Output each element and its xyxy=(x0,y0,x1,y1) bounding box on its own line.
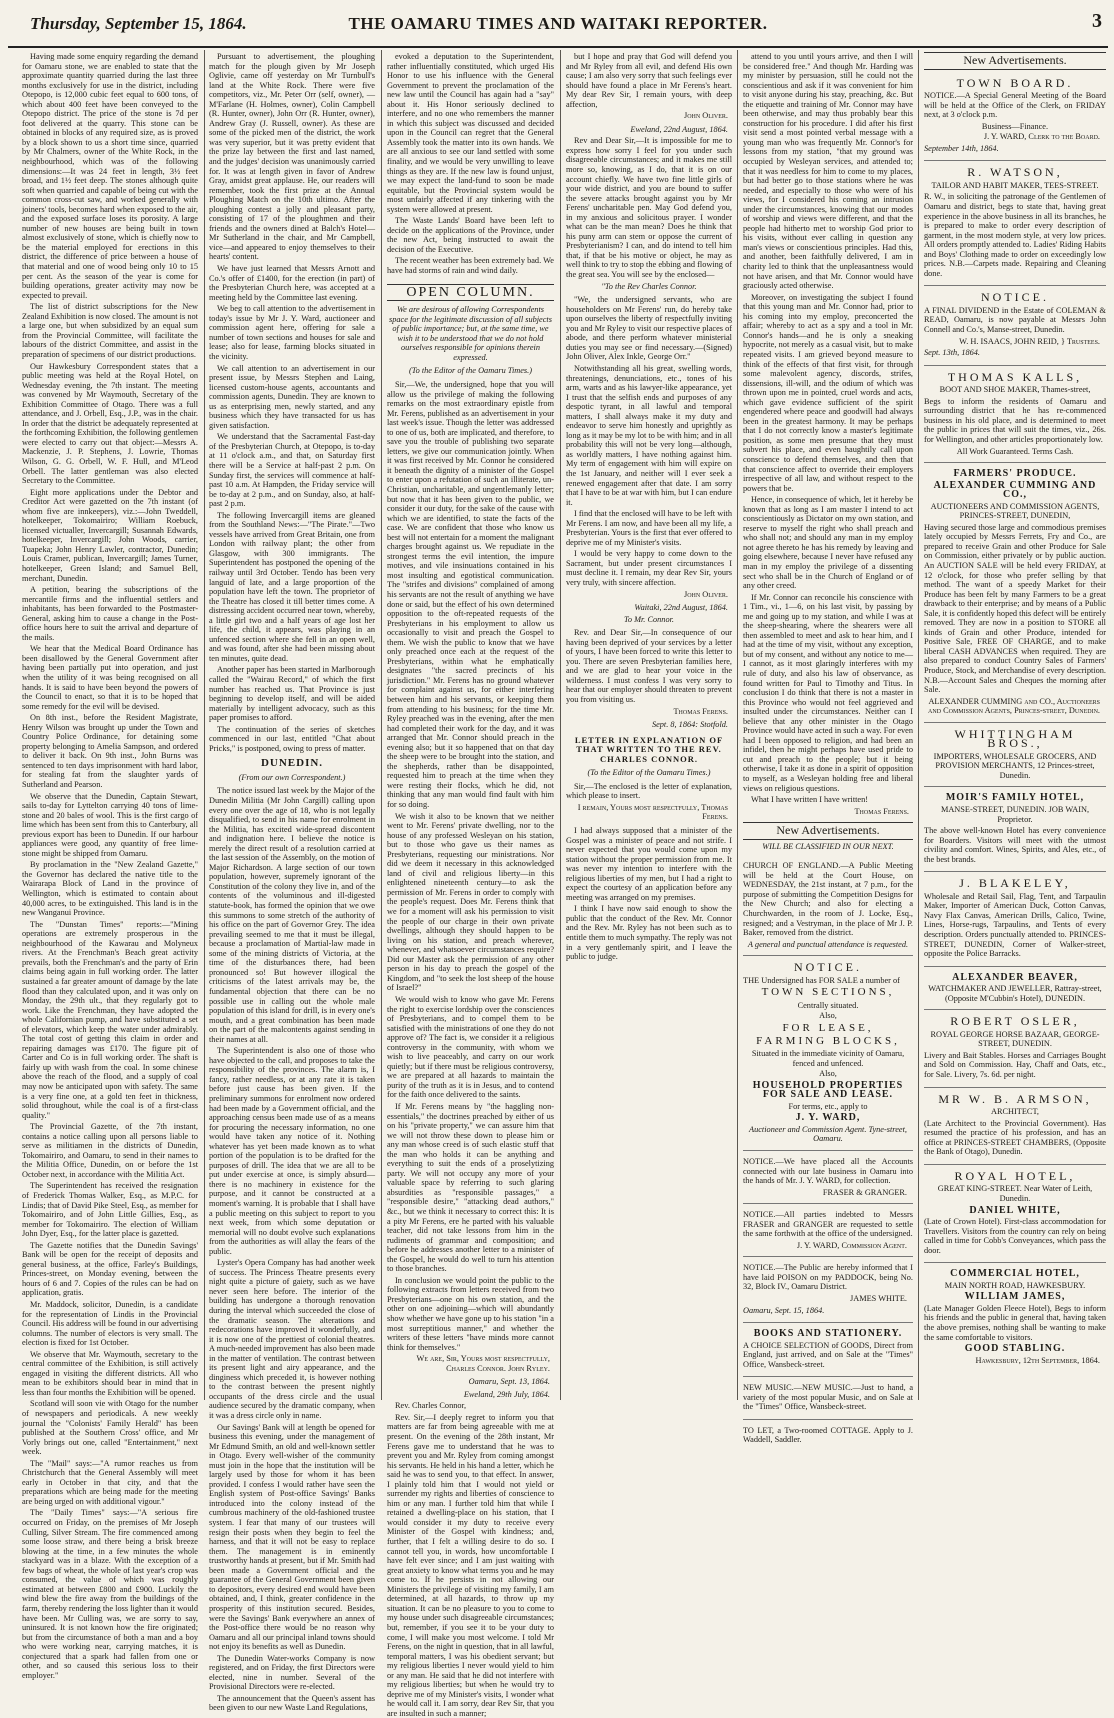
letter-paragraph: Rev. and Dear Sir,—In consequence of our having been deprived of your services by a letter of yours, I have been forced to write this letter to you. There are seven Presbyterian families here, and we are glad to hear your voice in the wilderness. I must confess I was very sorry to hear that our employer should threaten to prevent you from visiting us. xyxy=(566,628,732,704)
news-paragraph: The "Daily Times" says:—"A serious fire occurred on Friday, on the premises of Mr Joseph Culling, Silver Stream. The fire commenced among some loose straw, and there being a brisk breeze blowing at the time, in a few minutes the whole stackyard was in a blaze. With the exception of a few bags of wheat, the whole of last year's crop was consumed, the value of which was roughly estimated at between £800 and £900. Luckily the wind blew the fire away from the buildings of the farm, thereby rendering the loss lighter than it would have been. Mr Culling was, we are sorry to say, uninsured. It is not known how the fire originated; but from the circumstance of both a man and a boy who were working near, carrying matches, it is conjectured that a spark had fallen from one or other, and so caused this serious loss to their employer." xyxy=(22,1508,198,1680)
ad-line: IMPORTERS, WHOLESALE GROCERS, AND PROVISION MERCHANTS, 12 Princes-street, Dunedin. xyxy=(933,751,1097,780)
ad-town-board xyxy=(924,72,1106,162)
news-paragraph: We understand that the Sacramental Fast-day of the Presbyterian Church, at Otepopo, is to-day at 11 o'clock a.m., and that, on Saturday first there will be a Service at half-past 2 p.m. On Sunday first, the services will commence at half-past 10 a.m. At Hampden, the Friday service will be to-day at 2 p.m., and on Sunday, also, at half-past 2 p.m. xyxy=(209,432,375,509)
ad-date: Sept. 13th, 1864. xyxy=(924,348,980,358)
ad-body: A CHOICE SELECTION of GOODS, Direct from England, just arrived, and on Sale at the "Times" Office, Wansbeck-street. xyxy=(743,1340,913,1369)
editor-note: We are desirous of allowing Correspondents space for the legitimate discussion of all subjects of public importance; but, at the same time, we wish it to be understood that we do not hold ourselves responsible for opinions therein expressed. xyxy=(389,305,552,362)
ad-heading: BOOKS AND STATIONERY. xyxy=(753,1328,903,1340)
ad-line: Business—Finance. xyxy=(981,121,1049,131)
news-paragraph: The "Dunstan Times" reports:—"Mining operations are extremely prosperous in the neighbourhood of the Kawarau and Molyneux rivers. At the Frenchman's Beach great activity prevails, both the Frenchman's and the party of Erin claims being again in full working order. The latter sustained a far greater amount of damage by the late flood than they calculated upon, and it was only on Monday, the 29th ult., that they regularly got to work. Like the Frenchman, they have adopted the whole Californian pump, and have substituted a set of elevators, which keep the water under admirably. The total cost of getting this claim in order and repairing damages was £170. The figure pit of Carter and Co is in full working order. The shaft is fairly up with wash from the coal. In some chinese above the reach of the flood, and a supply of coal may now be anticipated upon with safety. The same is a very fine one, at a gold ten feet in thickness, solid throughout, while the coal is of a first-class quality." xyxy=(22,919,198,1120)
ad-signature: ALEXANDER CUMMING and CO., Auctioneers and Commission Agents, Princes-street, Dunedin. xyxy=(928,696,1100,716)
section-heading-explanation: LETTER IN EXPLANATION OF THAT WRITTEN TO THE REV. CHARLES CONNOR. xyxy=(574,734,724,764)
column-4-letters xyxy=(566,52,732,1398)
ad-moirs-hotel xyxy=(924,787,1106,872)
ad-music xyxy=(743,1377,913,1420)
ad-fraser-granger-debts xyxy=(743,1204,913,1257)
ad-line: Auctioneer and Commission Agent. Tyne-street, Oamaru. xyxy=(749,1124,907,1144)
letter-signature: John Oliver. xyxy=(683,589,728,599)
ad-name: THOMAS KALLS, xyxy=(947,369,1083,384)
column-rule xyxy=(204,50,205,1400)
ad-fraser-granger xyxy=(743,1151,913,1204)
ad-body: Having secured those large and commodious premises lately occupied by Messrs Ferrets, Fry and Co., are prepared to receive Grain and other Produce for Sale on Commission, either privately or by public auction. An AUCTION SALE will be held every FRIDAY, at 12 o'clock, for those who prefer selling by that method. The want of a speedy Market for their Produce has been felt by many Farmers to be a great drawback to their enterprise; and by means of a Public Sale, it is confidently hoped this defect will be entirely removed. They are now in a position to STORE all kinds of Grain and other Produce, intended for Positive Sale, FREE OF CHARGE, and to make liberal CASH ADVANCES when required. They are also prepared to conduct Country Sales of Farmers' Produce, Stock, and Merchandise of every description. N.B.—Account Sales and Cheques the morning after Sale. xyxy=(924,522,1106,695)
ad-body: (Late Manager Golden Fleece Hotel), Begs to inform his friends and the public in general that, having taken the above premises, nothing shall be wanting to make the same comfortable to visitors. xyxy=(924,1303,1106,1342)
ad-line: GREAT KING-STREET. Near Water of Leith, Dunedin. xyxy=(937,1184,1093,1203)
ad-date: Hawkesbury, 12th September, 1864. xyxy=(975,1355,1100,1365)
ad-body: CHURCH OF ENGLAND.—A Public Meeting will be held at the Court House, on WEDNESDAY, the 21st instant, at 7 p.m., for the purpose of submitting the Competition Designs for the New Church; and also for electing a Churchwarden, in the room of J. Locke, Esq., resigned; and a Vestryman, in the place of Mr J. P. Baker, removed from the district. xyxy=(743,861,913,938)
column-5-letters-and-ads xyxy=(743,52,913,1445)
ad-feature: FOR LEASE, xyxy=(782,1021,874,1034)
news-paragraph: Mr. Maddock, solicitor, Dunedin, is a candidate for the representation of Lindis in the Provincial Council. His address will be found in our advertising columns. The number of electors is very small. The election is fixed for 1st October. xyxy=(22,1300,198,1348)
ad-name: ALEXANDER BEAVER, xyxy=(952,971,1078,983)
news-paragraph: The recent weather has been extremely bad. We have had storms of rain and wind daily. xyxy=(387,256,554,276)
letter-heading: To Mr. Connor. xyxy=(624,614,674,624)
news-paragraph: Eight more applications under the Debtor and Creditor Act were gazetted on the 7th instant (of whom five are innkeepers), viz.:—John Tweddell, hotelkeeper, Tokomairiro; William Roebuck, licensed victualler, Invercargill; Susannah Edwards, hotelkeeper, Invercargill; John Woods, carrier, Tuapeka; John Henry Lawler, contractor, Dunedin; Louis Cramer, publican, Invercargill; James Turner, hotelkeeper, Green Island; and Samuel Bell, merchant, Dunedin. xyxy=(22,487,198,583)
ad-line: WATCHMAKER AND JEWELLER, Rattray-street, (Opposite M'Cubbin's Hotel), DUNEDIN. xyxy=(928,984,1102,1003)
ad-church-of-england xyxy=(743,855,913,956)
letter-paragraph: Rev. Sir,—I deeply regret to inform you that matters are far from being agreeable with me at present. On the evening of the 28th instant, Mr Ferens gave me to understand that he was to prevent you and Mr. Ryley from coming amongst his servants. He held in his hand a letter, which he said he was to send you, to that effect. In answer, I plainly told him that I would not yield or surrender my rights and liberties of conscience to him or any man. I further told him that while I retained a dwelling-place on his station, that I would consider it my duty to receive every Minister of the Gospel with kindness; and, further, that I felt a willing desire to do so. I cannot tell you, in words, how uncomfortable I have felt ever since; and I am just waiting with great anxiety to know what terms you and he may come to. If he persists in not allowing our Ministers the privilege of visiting my family, I am determined, at all hazards, to throw up my situation. It can be no pleasure to you to come to my house under such disagreeable circumstances; but, remember, if you see it to be your duty to come, I will make you most welcome. I told Mr Ferens, on the night in question, that in all lawful, temporal matters, I was his obedient servant; but my religious liberties I never would yield to him or any man. He said that he did not interfere with my religious liberties; but when he would try to deprive me of my Minister's visits, I wonder what he would call it. I am sorry, dear Rev Sir, that you are insulted in such a manner; xyxy=(387,1412,554,1718)
ad-final-dividend xyxy=(924,286,1106,365)
news-paragraph: We observe that Mr. Waymouth, secretary to the central committee of the Exhibition, is still actively engaged in visiting the different districts. All who mean to be exhibitors should bear in mind that in less than four months the Exhibition will be opened. xyxy=(22,1349,198,1397)
news-paragraph: The notice issued last week by the Major of the Dunedin Militia (Mr John Cargill) calling upon every one over the age of 18, who is not legally disqualified, to send in his name for enrolment in the Militia, has excited wide-spread discontent and indignation here. I believe the notice is merely the direct result of a resolution carried at the last session of the Assembly, on the motion of Major Richardson. A large section of our town population, however, supremely ignorant of the Constitution of the colony they live in, and of the contents of the voluminous and ill-digested statute-book, has formed the opinion that we owe this summons to some stretch of the authority of his office on the part of Governor Grey. The idea prevailing seemed to me that it must be illegal, because a proclamation of Martial-law made in some of the mining districts of Victoria, at the time of the disturbances there, had been pronounced so! But however illogical the criticisms of the latest arrivals may be, the fundamental objection that there can be no possible use in calling out the whole male population of this island for drill, is in every one's mouth, and a great combination has been made on the part of the malcontents against sending in their names at all. xyxy=(209,786,375,1044)
letter-paragraph: We wish it also to be known that we neither went to Mr. Ferens' private dwelling, nor to the house of any professed Wesleyan on his station, but to those who gave us their names as Presbyterians, requesting our ministrations. Nor did we deem it necessary in this acknowledged land of civil and religious liberty—in this enlightened nineteenth century—to ask the permission of Mr. Ferens in order to comply with the people's request. Does Mr. Ferens think that we for a moment will ask his permission to visit the people of our charge in their own private dwellings, although they should happen to be living on his station, and preach wherever, whenever, and whatsoever circumstances require? Did our Master ask the permission of any other person in his day to preach the gospel of the Kingdom, and "to seek the lost sheep of the house of Israel?" xyxy=(387,811,554,993)
letter-paragraph: Notwithstanding all his great, swelling words, threatenings, denunciations, etc., tones of his arm, warts and as his lawyer-like appearance, yet I trust that the selfish ends and purposes of any despotic tyrant, in all lawful and temporal matters, I shall always make it my duty and endeavor to serve him honestly and uprightly as long as it may be my lot to be with him; and in all probability this will not be very long—although, as worldly matters, I have nothing against him. My term of engagement with him will expire on the 1st January, and neither will I ever seek a renewed engagement after that date. I am sorry that I have to be at war with him, but I can endure it. xyxy=(566,363,732,507)
news-paragraph: The announcement that the Queen's assent has been given to our new Waste Land Regulations, xyxy=(209,1693,375,1713)
ad-line: All Work Guaranteed. Terms Cash. xyxy=(956,446,1074,456)
news-paragraph: We call attention to an advertisement in our present issue, by Messrs Stephen and Laing, licensed custom-house agents, accountants and commission agents, Dunedin. They are known to us as enterprising men, newly started, and any business which they have transacted for us has given satisfaction. xyxy=(209,363,375,430)
letter-paragraph: Rev and Dear Sir,—It is impossible for me to express how sorry I feel for you under such disagreeable circumstances; and it makes me still more so, knowing, as I do, that it is on our account chiefly. We have two fine little girls of your wide district, and you are bound to suffer the severe attacks brought against you by Mr Ferens' uncharitable pen. May God defend you, in my anxious and solicitous prayer. I wonder what can be the man mean? Does he think that his puny arm can stem or oppose the current of Presbyterianism? I can, and do intend to tell him that, if that be his motive or object, he may as well think to try to stop the ebbing and flowing of the great sea. You will see by the enclosed— xyxy=(566,136,732,280)
ad-ward-notice xyxy=(743,956,913,1151)
news-paragraph: The Waste Lands' Board have been left to decide on the applications of the Province, under the new Act, being instructed to await the decision of the Executive. xyxy=(387,216,554,254)
ad-feature: TOWN SECTIONS, xyxy=(761,986,895,999)
news-paragraph: We observe that the Dunedin, Captain Stewart, sails to-day for Lyttelton carrying 40 tons of lime-stone and 20 bales of wool. This is the first cargo of lime which has been sent from this to Canterbury, all previous export has been to Dunedin. If our harbour appliances were good, any quantity of free lime-stone might be shipped from Oamaru. xyxy=(22,791,198,858)
letter-paragraph: but I hope and pray that God will defend you and Mr Ryley from all evil, and defend His own cause; I am also very sorry that such feelings ever should have found a place in Mr Ferens's heart. My dear Rev Sir, I remain yours, with deep affection, xyxy=(566,52,732,109)
letter-paragraph: Sir,—The enclosed is the letter of explanation, which please to insert. xyxy=(566,781,732,801)
ad-poison-notice xyxy=(743,1257,913,1323)
ad-signature: J. Y. WARD, Clerk to the Board. xyxy=(983,132,1100,142)
section-heading-open-column: OPEN COLUMN. xyxy=(387,284,554,302)
letter-date: Eweland, 29th July, 1864. xyxy=(463,1389,550,1399)
ad-beaver xyxy=(924,967,1106,1011)
ad-name: ROYAL HOTEL, xyxy=(954,1168,1076,1183)
news-paragraph: The Provincial Gazette, of the 7th instant, contains a notice calling upon all persons liable to serve as militiamen in the districts of Dunedin, Tokomairiro, and Oamaru, to send in their names to the Militia Office, Dunedin, on or before the 1st October next, in accordance with the Militia Act. xyxy=(22,1122,198,1179)
ad-whittingham xyxy=(924,723,1106,788)
ad-royal-hotel xyxy=(924,1165,1106,1263)
column-2-local-news xyxy=(209,52,375,1713)
news-paragraph: The Superintendent is also one of those who have objected to the call, and proposes to take the responsibility of the provinces. The alarm is, I fancy, rather needless, or at any rate it is taken before just cause has been given. If the preliminary summons for enrolment now ordered had been made by a Government official, and the approaching census been made use of as a means for procuring the necessary information, no one would have taken any notice of it. Nothing whatever has yet been made known as to what portion of the population is to be drafted for the purposes of drill. The idea that we are all to be put under exercise at once, is simply absurd—there is no machinery in existence for the purpose, and it cannot be constructed at a moment's warning. It is probable that I shall have a public meeting on this subject to report to you next week, from which some deputation or memorial will no doubt evolve such explanations from the authorities as will allay the fears of the public. xyxy=(209,1046,375,1256)
column-1-local-news xyxy=(22,52,198,1680)
letter-salutation: Rev. Charles Connor, xyxy=(395,1401,467,1411)
ad-osler xyxy=(924,1010,1106,1087)
letter-date: Waitaki, 22nd August, 1864. xyxy=(634,603,728,613)
letter-heading: "To the Rev Charles Connor. xyxy=(601,281,697,291)
ad-feature: GOOD STABLING. xyxy=(964,1343,1066,1355)
letter-paragraph: We would wish to know who gave Mr. Ferens the right to exercise lordship over the consciences of Presbyterians, and to compel them to be satisfied with the ministrations of one they do not approve of? The fact is, we consider it a religious controversy in the community, with whom we wish to live peaceably, and carry on our work quietly; but if there must be religious controversy, we are prepared at all hazards to maintain the purity of the truth as it is in Jesus, and to contend for the faith once delivered to the saints. xyxy=(387,994,554,1100)
ad-cumming-produce xyxy=(924,463,1106,723)
news-paragraph: The list of district subscriptions for the New Zealand Exhibition is now closed. The amount is not a large one, but when subsidized by an equal sum from the Provincial Committee, will facilitate the labours of the district Committee, and assist in the preparation of specimens of our district productions. xyxy=(22,302,198,359)
section-heading-dunedin: DUNEDIN. xyxy=(260,757,324,770)
ad-signature: JAMES WHITE. xyxy=(849,1293,907,1303)
letter-paragraph: What I have written I have written! xyxy=(751,795,869,805)
news-paragraph: evoked a deputation to the Superintendent, rather influentially constituted, which urged His Honor to use his influence with the General Government to prevent the proclamation of the new law until the Council has again had a "say" about it. His Honor seriously declined to interfere, and no one who remembers the manner in which this subject was discussed and decided upon in the Council can regret that the General Assembly took the matter into its own hands. We are all anxious to see our land settled with some finality, and we would be very unwilling to leave things as they are. If the new law is found unjust, we may expect the land-fund to soon be made equitable, but the Provincial system would be most unfairly affected if any tinkering with the system were allowed at present. xyxy=(387,52,554,214)
new-advertisements-banner: New Advertisements. xyxy=(924,52,1106,70)
letter-signature: I remain, Yours most respectfully, Thomas Ferens. xyxy=(577,802,728,822)
news-paragraph: We beg to call attention to the advertisement in today's issue by Mr J. Y. Ward, auctioneer and commission agent here, offering for sale a number of town sections and houses for sale and lease; also for lease, farming blocks situated in the vicinity. xyxy=(209,304,375,361)
letter-date: Sept. 8, 1864: Stotfold. xyxy=(651,720,728,730)
news-paragraph: We hear that the Medical Board Ordinance has been disallowed by the General Government after having been partially put into operation, and just when the utility of it was being recognised on all hands. It is said to have been beyond the powers of the Council to enact, so that it is to be hoped that some remedy for the evil will be devised. xyxy=(22,644,198,711)
ad-line: Also, xyxy=(819,1069,837,1079)
ad-body: Livery and Bait Stables. Horses and Carriages Bought and Sold on Commission. Hay, Chaff and Oats, etc., for Sale. Livery, 7s. 6d. per night. xyxy=(924,1050,1106,1080)
letter-paragraph: I think I have now said enough to show the public that the conduct of the Rev. Mr. Connor and the Rev. Mr. Ryley has not been such as to entitle them to much sympathy. The reply was not in a very gentlemanly spirit, and I leave the public to judge. xyxy=(566,904,732,962)
ad-body: A FINAL DIVIDEND in the Estate of COLEMAN & READ, Oamaru, is now payable at Messrs John Connell and Co.'s, Manse-street, Dunedin. xyxy=(924,305,1106,335)
ad-signature: W. H. ISAACS, JOHN REID, } Trustees. xyxy=(959,336,1100,346)
ad-body: NOTICE.—The Public are hereby informed that I have laid POISON on my PADDOCK, being No. 32, Block IV., Oamaru District. xyxy=(743,1263,913,1292)
ad-armson xyxy=(924,1088,1106,1165)
ad-name: DANIEL WHITE, xyxy=(969,1204,1061,1216)
ad-signature: J. Y. WARD, Commission Agent. xyxy=(796,1240,907,1250)
ad-date: September 14th, 1864. xyxy=(924,143,999,153)
column-rule xyxy=(381,50,382,1400)
column-rule xyxy=(560,50,561,1400)
news-paragraph: The Dunedin Water-works Company is now registered, and on Friday, the first Directors were elected, nine in number. Several of the Provisional Directors were re-elected. xyxy=(209,1653,375,1692)
new-advertisements-banner: New Advertisements. xyxy=(743,822,913,840)
ad-body: TO LET, a Two-roomed COTTAGE. Apply to J. Waddell, Saddler. xyxy=(743,1425,913,1445)
news-paragraph: Lyster's Opera Company has had another week of success. The Princess Theatre presents every night quite a picture of gaiety, such as we have never seen here before. The interior of the building has undergone a thorough renovation during the interval which succeeded the close of the dramatic season. The alterations and redecorations have improved it wonderfully, and it is now one of the prettiest of colonial theatres. A much-needed improvement has also been made in the matter of ventilation. The contrast between its present light and airy appearance, and the dinginess which preceded it, is however nothing to the contrast between the present nightly occupants of the dress circle and the usual audience secured by the dramatic company, when it was a dress circle only in name. xyxy=(209,1258,375,1421)
ad-watson-tailor xyxy=(924,161,1106,286)
ad-name: COMMERCIAL HOTEL, xyxy=(950,1268,1080,1280)
news-paragraph: The "Mail" says:—"A rumor reaches us from Christchurch that the General Assembly will meet early in October in that city, and that the preparations which are being made for the meeting are being urged on with additional vigour." xyxy=(22,1458,198,1506)
news-paragraph: Having made some enquiry regarding the demand for Oamaru stone, we are enabled to state that the approximate quantity quarried during the last three months exclusively for use in the district, including Otepopo, is 12,000 cubic feet equal to 600 tons, of which about 400 feet have been conveyed to the Otepopo district. The price of the stone is 7d per foot delivered at the quarry. This stone can be obtained in blocks of any required size, as is proved by a block shown to us a short time since, quarried by Mr Chalmers, owner of the White Rock, in the neighbourhood, which was of the following dimensions:—It was 24 feet in length, 3½ feet broad, and 1½ feet deep. The stones although quite soft when quarried and capable of being cut with the common cross-cut saw, and worked generally with joiners' tools, becomes hard when exposed to the air, and the exposed surface loses its porosity. A large number of new houses are being built in town almost exclusively of stone, which is chiefly now to be the material employed for erections in this district, the difference of price between a house of that material and one of wood being only 10 to 15 per cent. As the season of the year is come for building operations, greater activity may now be expected to prevail. xyxy=(22,52,198,300)
ad-line: BOOT AND SHOE MAKER, Thames-street, xyxy=(939,385,1091,395)
ad-name: MOIR'S FAMILY HOTEL, xyxy=(945,792,1085,804)
ad-body: Begs to inform the residents of Oamaru and surrounding district that he has re-commenced business in his old place, and is determined to meet the public in prices that will suit the times, viz., 26s. for Wellington, and other articles proportionately low. xyxy=(924,396,1106,444)
column-rule xyxy=(737,50,738,1400)
news-paragraph: The following Invercargill items are gleaned from the Southland News:—"The Pirate."—Two vessels have arrived from Great Britain, one from London with railway plant; the other from Glasgow, with 300 immigrants. The Superintendent has postponed the opening of the railway until 3rd October. Tendo has been very languid of late, and a large proportion of the population have left the town. The proprietor of the Theatre has closed it till better times come. A distressing accident occurred near town, whereby, a little girl two and a half years of age lost her life, the child, it appears, was playing in an unfenced section where she fell in an open well, and was found, after she had been missing about ten minutes, quite dead. xyxy=(209,510,375,663)
letter-paragraph: Hence, in consequence of which, let it hereby be known that as long as I am master I intend to act conscientiously as Dictator on my own station, and reserve to myself the right who shall preach and who shall not; and should any man in my employ not agree thereto he has his remedy by leaving and going elsewhere, because I never have refused any man in my employ the privilege of a dissenting sect who shall be in the Church of England or of any other creed. xyxy=(743,495,913,591)
ad-cottage xyxy=(743,1420,913,1452)
ad-line: MAIN NORTH ROAD, HAWKESBURY. xyxy=(944,1280,1086,1290)
ad-body: NOTICE.—All parties indebted to Messrs FRASER and GRANGER are requested to settle the same forthwith at the office of the undersigned. xyxy=(743,1210,913,1239)
newspaper-page xyxy=(8,6,1108,1718)
ad-line: AUCTIONEERS AND COMMISSION AGENTS, PRINCES-STREET, DUNEDIN, xyxy=(930,501,1100,521)
letter-signature: Thomas Ferens. xyxy=(854,806,909,816)
ad-date: Oamaru, Sept. 15, 1864. xyxy=(743,1305,825,1315)
ad-heading: NOTICE. xyxy=(794,960,862,975)
news-paragraph: Our Hawkesbury Correspondent states that a public meeting was held at the Royal Hotel, on Wednesday evening, the 7th instant. The meeting was convened by Mr Waymouth, Secretary of the Exhibition Committee of Otago. There was a full attendance, and J. Orbell, Esq., J.P., was in the chair. In order that the district be adequately represented at the forthcoming Exhibition, the following gentlemen were elected to carry out that object:—Messrs A. Mackenzie, J. P. Stephens, J. Lowrie, Thomas Wilson, G. G. Orbell, W. F. Hull, and M'Leod Orbell. The latter gentleman was also elected Secretary to the Committee. xyxy=(22,361,198,486)
ad-heading: TOWN BOARD. xyxy=(956,75,1074,90)
letter-paragraph: attend to you until yours arrive, and then I will be considered free." And though Mr. Harding was my minister by persuasion, still he could not the conscientious and ask if it was convenient for him to visit anyone during his stay, preaching, &c. But the etiquette and training of Mr. Connor may have been otherwise, and may thus probably bear this construction for his procedure. I did after his first visit send a most pointed verbal message with a young man who was frequently Mr. Connor's for lessons from my station, "that my ground was occupied by Wesleyan services, and attended to; that it was needless for him to come to my places, but had better go to those stations where he was needed, and especially to those who were of his views, for I considered his coming an intrusion under the circumstances, knowing that our modes of worship and views were different, and that the people had hitherto met to worship God prior to his visits, without ever calling in question any man's views or conscientious principles. Had this, and another, been faithfully delivered, I am in charity led to think that the unpleasantness would not have arisen, and that Mr. Connor would have graciously acted otherwise. xyxy=(743,52,913,291)
letter-paragraph: If Mr. Connor can reconcile his conscience with 1 Tim., vi., 1—6, on his last visit, by passing by me and going up to my station, and while I was at the sheep-shearing, where the shearers were all then assembled to meet and ask to hear him, and I had at the time of my visit, without any exception, but of my consent, and without any notice to me—I cannot, as it most glaringly interferes with my rule of duty, and also his law of observance, as found written for Paul to Timothy and Titus. In conclusion I do think that there is not a master in this Province who would not feel aggrieved and insulted under the circumstances. Neither can I believe that any other minister in the Otago Province would have acted in such a way. For even had I been opposed to religion, and had been an infidel, then he might perhaps have used pride to cut and preach to the people; but it being otherwise, I take it as done in a spirit of opposition to myself, as a Wesleyan holding free and liberal views on religious questions. xyxy=(743,592,913,793)
news-paragraph: A petition, bearing the subscriptions of the mercantile firms and the influential settlers and inhabitants, has been forwarded to the Postmaster-General, asking him to cause a change in the Post-office hours here to suit the arrival and departure of the mails. xyxy=(22,585,198,642)
letter-heading: (To the Editor of the Oamaru Times.) xyxy=(587,768,711,778)
letter-date: Oamaru, Sept. 13, 1864. xyxy=(468,1377,550,1387)
ad-books xyxy=(743,1323,913,1377)
news-paragraph: Another paper has been started in Marlborough called the "Wairau Record," of which the first number has reached us. That Province is just beginning to develop itself, and will be aided materially by intelligent advocacy, such as this paper promises to afford. xyxy=(209,665,375,723)
classified-note: WILL BE CLASSIFIED IN OUR NEXT. xyxy=(762,841,894,851)
ad-name: J. Y. WARD, xyxy=(795,1112,861,1124)
news-paragraph: Scotland will soon vie with Otago for the number of newspapers and periodicals. A new weekly journal the "Colonists' Family Herald" has been published at the Southern Cross' office, and Mr Vorly brings out one, called "Entertainment," next week. xyxy=(22,1399,198,1457)
column-rule xyxy=(918,50,919,1400)
letter-paragraph: I find that the enclosed will have to be left with Mr Ferens. I am now, and have been all my life, a Presbyterian. Yours is the first that ever offered to deprive me of my Minister's visits. xyxy=(566,509,732,547)
ad-note: A general and punctual attendance is requested. xyxy=(747,939,909,949)
news-paragraph: The Gazette notifies that the Dunedin Savings' Bank will be open for the receipt of deposits and general business, at the office, Farley's Buildings, Princes-street, on Monday evening, between the hours of 6 and 7. Copies of the rules can be had on application, gratis. xyxy=(22,1240,198,1298)
letter-date: Eweland, 22nd August, 1864. xyxy=(630,124,728,134)
issue-date: Thursday, September 15, 1864. xyxy=(30,14,247,33)
ad-body: NOTICE.—A Special General Meeting of the Board will be held at the Office of the Clerk, on FRIDAY next, at 3 o'clock p.m. xyxy=(924,91,1106,120)
letter-paragraph: "We, the undersigned servants, who are householders on Mr Ferens' run, do hereby take upon ourselves the liberty of respectfully inviting you and Mr Ryley to visit our respective places of abode, and there perform whatever ministerial duties you may see or find necessary.—(Signed) John Oliver, Alex Inkle, George Orr." xyxy=(566,295,732,362)
ad-body: NEW MUSIC.—NEW MUSIC.—Just to hand, a variety of the most popular Music, and on Sale at the "Times" Office, Wansbeck-street. xyxy=(743,1383,913,1412)
ad-body: (Late Architect to the Provincial Government). Has resumed the practice of his profession, and has an office at PRINCES-STREET CHAMBERS, (Opposite the Bank of Otago), Dunedin. xyxy=(924,1118,1106,1157)
letter-paragraph: In conclusion we would point the public to the following extracts from letters received from two Presbyterians—one on his own station, and the other on one adjoining—which will abundantly show whether we have gone up to his station "in a most surreptitious manner," and whether the writers of these letters "have minds more cannot think for themselves." xyxy=(387,1275,554,1352)
news-paragraph: On 8th inst., before the Resident Magistrate, Henry Wilson was brought up under the Town and Country Police Ordinance, for detaining some property belonging to Amelia Sampson, and ordered to deliver it back. On 9th inst., John Burns was sentenced to ten days imprisonment with hard labor, for stealing fat from the slaughter yards of Sutherland and Pearson. xyxy=(22,713,198,790)
section-subheading: (From our own Correspondent.) xyxy=(238,772,346,782)
news-paragraph: Our Savings' Bank will at length be opened for business this evening, under the management of Mr Edmund Smith, an old and well-known settler in Otago. Every well-wisher of the community must join in the hope that the institution will be largely used by those for whom it has been provided. I confess I would rather have seen the English system of Post-office Savings' Banks introduced into the colony instead of the cumbrous machinery of the old-fashioned trustee system. I fear that many of our trustees will resign their posts when they begin to feel the harness, and that it will not be easy to replace them. The management is in eminently trustworthy hands at present, but if Mr. Smith had been made a Government official and the guarantee of the General Government been given to depositors, every desired end would have been obtained, and, I think, greater confidence in the prosperity of this institution secured. Besides, were the Savings' Bank everywhere an annex of the Post-office there would be no reason why Oamaru and all our principal inland towns should not enjoy its benefits as well as Dunedin. xyxy=(209,1422,375,1652)
ad-commercial-hotel xyxy=(924,1263,1106,1371)
letter-signature: We are, Sir, Yours most respectfully, Charles Connor. John Ryley. xyxy=(416,1354,550,1373)
news-paragraph: We have just learned that Messrs Arnott and Co.'s offer of £1400, for the erection (in part) of the Presbyterian Church here, was accepted at a meeting held by the Committee last evening. xyxy=(209,264,375,302)
ad-line: For terms, etc., apply to xyxy=(788,1101,868,1111)
ad-name: R. WATSON, xyxy=(967,165,1063,180)
ad-line: ROYAL GEORGE HORSE BAZAAR, GEORGE-STREET, DUNEDIN. xyxy=(930,1029,1100,1049)
letter-heading: (To the Editor of the Oamaru Times.) xyxy=(409,366,532,376)
news-paragraph: By proclamation in the "New Zealand Gazette," the Governor has declared the native title to the Wairarapa Block of Land in the province of Wellington, which is estimated to contain about 40,000 acres, to be extinguished. This land is in the new Wanganui Province. xyxy=(22,860,198,918)
column-6-advertisements xyxy=(924,52,1106,1398)
ad-name: WILLIAM JAMES, xyxy=(964,1291,1066,1303)
ad-name: MR W. B. ARMSON, xyxy=(938,1091,1092,1106)
ad-body: (Late of Crown Hotel). First-class accommodation for Travellers. Visitors from the country can rely on being called in time for Cobb's Conveyances, which pass the door. xyxy=(924,1217,1106,1255)
ad-feature: HOUSEHOLD PROPERTIES FOR SALE AND LEASE. xyxy=(752,1079,904,1101)
ad-kalls-bootmaker xyxy=(924,366,1106,463)
letter-signature: John Oliver. xyxy=(683,111,728,121)
newspaper-title: THE OAMARU TIMES AND WAITAKI REPORTER. xyxy=(348,14,768,33)
ad-body: THE Undersigned has FOR SALE a number of xyxy=(743,975,900,985)
ad-name: WHITTINGHAM BROS., xyxy=(954,726,1076,751)
page-number: 3 xyxy=(1092,10,1102,32)
letter-paragraph: I had always supposed that a minister of the Gospel was a minister of peace and not strife. I never expected that you would come upon my station without the proper permission from me. It was never my intention to interfere with the religious liberties of my men, but I had a right to expect the courtesy of an application before any meeting was arranged on my premises. xyxy=(566,826,732,902)
ad-signature: FRASER & GRANGER. xyxy=(822,1187,907,1197)
news-paragraph: Pursuant to advertisement, the ploughing match for the plough given by Mr Joseph Oglivie, came off yesterday on Mr Turnbull's land at the White Rock. There were five competitors, viz., Mr. Peter Orr (self, owner), — M'Farlane (H. Holmes, owner), Colin Campbell (R. Hunter, owner), John Orr (R. Hunter, owner), Andrew Gray (J. Russell, owner). As these are some of the picked men of the district, the work was very superior, but it was pretty evident that the prize lay between the first and last named, and the judges' decision was unanimously carried for. It was at length given in favor of Andrew Gray, amidst great applause. He, our readers will remember, took the first prize at the Annual Ploughing Match on the 10th ultimo. After the ploughing contest a jolly and pleasant party, consisting of 17 of the ploughmen and their friends and the owners dined at Balch's Hotel—Mr Sutherland in the chair, and Mr Campbell, vice—and appeared to enjoy themselves to their hearts' content. xyxy=(209,52,375,262)
news-paragraph: The continuation of the series of sketches commenced in our last, entitled "Chat about Pricks," is postponed, owing to press of matter. xyxy=(209,724,375,753)
column-3-open-column xyxy=(387,52,554,1718)
ad-blakeley xyxy=(924,872,1106,966)
ad-line: Also, xyxy=(819,1011,837,1021)
letter-paragraph: Moreover, on investigating the subject I found that this young man and Mr. Connor had, prior to his coming into my employ, preconcerted the affair; whereby to act as a spy and a tool in Mr. Connor's hands—and he is only a sneaking hypocrite, not merely as a casual visit, but to make repeated visits. I am grieved beyond measure to think of the effects of that first visit, for through some malevolent agency, discords, strifes, dissensions, ill-will, and the odium of which was thrown upon me in pointed, cruel words and acts, which gave evidence sufficient of the spirit engendered where peace and goodwill had always been in the greatest harmony. It may be perhaps that I do not correctly know a master's legitimate position, as some men presume that they must subvert his place, and even haughtily call upon conscience to defend themselves, and then that that conscience affect to override their employers irrespective of all law, and without respect to the powers that be. xyxy=(743,292,913,493)
ad-line: ARCHITECT, xyxy=(990,1107,1039,1117)
ad-name: ROBERT OSLER, xyxy=(950,1014,1080,1029)
ad-heading: FARMERS' PRODUCE. xyxy=(953,468,1077,480)
masthead xyxy=(8,6,1108,48)
ad-body: R. W., in soliciting the patronage of the Gentlemen of Oamaru and district, begs to state that, having great experience in the above business in all its branches, he is prepared to make to order every description of garment, in the most modern style, at very low prices. All orders promptly attended to. Ladies' Riding Habits and Boys' Clothing made to order on exceedingly low prices. N.B.—Carpets made. Repairing and Cleaning done. xyxy=(924,192,1106,278)
ad-line: Centrally situated. xyxy=(797,1000,859,1010)
ad-feature: FARMING BLOCKS, xyxy=(756,1034,900,1047)
ad-line: Situated in the immediate vicinity of Oamaru, fenced and unfenced. xyxy=(751,1049,905,1068)
letter-paragraph: Sir,—We, the undersigned, hope that you will allow us the privilege of making the following remarks on the most extraordinary epistle from Mr. Ferens, published as an advertisement in your last week's issue. Though the letter was addressed to one of us, both are implicated, and therefore, to save you the trouble of publishing two separate letters, we give our communication jointly. When it was first received by Mr. Connor he considered it beneath the dignity of a minister of the Gospel to enter upon a refutation of such an illiterate, un-Christian, uncharitable, and ungentlemanly letter; but now that it has been given to the public, we consider it our duty, for the sake of the cause with which we are identified, to state the facts of the case. We are confident that those who know us best will not entertain for a moment the malignant charges brought against us. We repudiate in the strongest terms the evil intention, the impure motives, and vile insinuations contained in his most insulting and egotistical communication. The "strifes and divisions" complained of among his servants are not the result of anything we have done or said, but the effect of his own determined opposition to the oft-repeated requests of the Presbyterians in his employment to allow us occasionally to visit and preach the Gospel to them. We wish the public to know that we have only preached once each at the request of the Presbyterians, within what he emphatically designates "the sacred precincts of his jurisdiction." Mr. Ferens has no ground whatever for complaint against us, for either interfering between him and his servants, or keeping them from attending to his business; for the time Mr. Ryley preached was in the evening, after the men had completed their work for the day, and it was arranged that Mr. Connor should preach in the evening also; but it so happened that on that day the sheep were to be brought into the station, and the shepherds, rather than be disappointed, requested him to preach at the time when they were resting their flocks, which he did, not thinking that any man would find fault with him for so doing. xyxy=(387,379,554,810)
news-paragraph: The Superintendent has received the resignation of Frederick Thomas Walker, Esq., as M.P.C. for Lindis; that of David Pike Steel, Esq., as member for Tokomairiro, and of John Little Gillies, Esq., as member for Tokomairiro. The election of William John Dyer, Esq., for the latter place is gazetted. xyxy=(22,1181,198,1239)
ad-body: NOTICE.—We have placed all the Accounts connected with our late business in Oamaru into the hands of Mr. J. Y. WARD, for collection. xyxy=(743,1156,913,1186)
ad-name: ALEXANDER CUMMING AND CO., xyxy=(933,479,1097,501)
ad-heading: NOTICE. xyxy=(981,290,1049,305)
letter-paragraph: I would be very happy to come down to the Sacrament, but under present circumstances I must decline it. I remain, my dear Rev Sir, yours very truly, with sincere affection. xyxy=(566,549,732,587)
letter-signature: Thomas Ferens. xyxy=(673,706,728,716)
ad-name: J. BLAKELEY, xyxy=(959,876,1071,891)
ad-line: MANSE-STREET, DUNEDIN. JOB WAIN, Proprietor. xyxy=(940,805,1090,824)
ad-line: TAILOR AND HABIT MAKER, TEES-STREET. xyxy=(931,180,1099,190)
ad-body: The above well-known Hotel has every convenience for Boarders. Visitors will meet with the utmost civility and comfort. Wines, Spirits, and Ales, etc., of the best brands. xyxy=(924,826,1106,864)
letter-paragraph: If Mr. Ferens means by "the haggling non-essentials," the doctrines preached by either of us on his "private property," we can assure him that we will not throw these down to please him or any man whose creed is of such elastic stuff that the man who holds it can be anything and everything to suit the ends of a proselytizing party. We will not occupy any more of your valuable space by referring to such glaring absurdities as "responsible passages," a "responsible desire," "attacking dead authors," &c., but we think it necessary to correct this: It is a pity Mr Ferens, ere he parted with his valuable teacher, did not take lessons from him in the rudiments of grammar and composition; and before he addresses another letter to a minister of the Gospel, he would do well to turn his attention to those branches. xyxy=(387,1101,554,1274)
ad-body: Wholesale and Retail Sail, Flag, Tent, and Tarpaulin Maker, Importer of American Duck, Cotton Canvas, Navy Flax Canvas, American Drills, Calico, Twine, Lines, Horse-rugs, Tarpaulins, and Tents of every description. Orders punctually attended to. PRINCES-STREET, DUNEDIN, Corner of Walker-street, opposite the Police Barracks. xyxy=(924,891,1106,959)
